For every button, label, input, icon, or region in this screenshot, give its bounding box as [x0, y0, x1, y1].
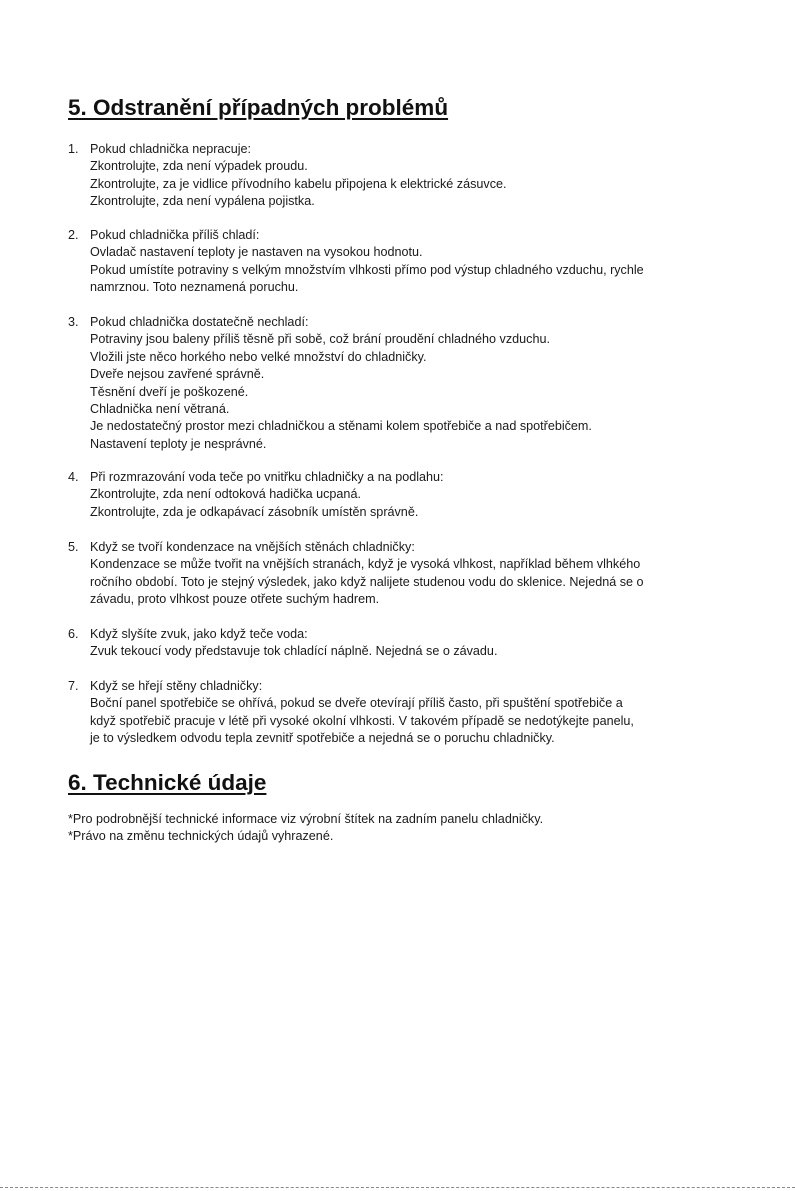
item-line: Kondenzace se může tvořit na vnějších stranách, když je vysoká vlhkost, například během vlhkého [90, 557, 641, 572]
item-line: Vložili jste něco horkého nebo velké množství do chladničky. [90, 349, 427, 364]
problem-item-3 [68, 314, 728, 453]
item-line: Pokud umístíte potraviny s velkým množstvím vlhkosti přímo pod výstup chladného vzduchu, rychle [90, 262, 644, 277]
item-heading: Když se tvoří kondenzace na vnějších stěnách chladničky: [90, 540, 415, 554]
item-line: Je nedostatečný prostor mezi chladničkou a stěnami kolem spotřebiče a nad spotřebičem. [90, 419, 592, 434]
item-heading: Pokud chladnička nepracuje: [90, 142, 252, 156]
item-line: Boční panel spotřebiče se ohřívá, pokud se dveře otevírají příliš často, při spuštění spotřebiče a [90, 696, 623, 711]
item-heading: Pokud chladnička příliš chladí: [90, 228, 260, 242]
item-line: namrznou. Toto neznamená poruchu. [90, 280, 299, 295]
item-line: Dveře nejsou zavřené správně. [90, 367, 265, 382]
item-heading: Pokud chladnička dostatečně nechladí: [90, 315, 309, 329]
item-line: Zkontrolujte, zda není vypálena pojistka. [90, 194, 315, 209]
technical-note: *Pro podrobnější technické informace viz výrobní štítek na zadním panelu chladničky. [68, 812, 544, 826]
item-number: 6. [68, 627, 79, 641]
section-6-title: 6. Technické údaje [68, 770, 267, 795]
item-line: je to výsledkem odvodu tepla zevnitř spotřebiče a nejedná se o poruchu chladničky. [90, 731, 555, 746]
item-line: ročního období. Toto je stejný výsledek, jako když nalijete studenou vodu do sklenice. Nejedná se o [90, 574, 644, 589]
item-line: Potraviny jsou baleny příliš těsně při sobě, což brání proudění chladného vzduchu. [90, 332, 550, 347]
item-heading: Když se hřejí stěny chladničky: [90, 679, 263, 693]
item-heading: Když slyšíte zvuk, jako když teče voda: [90, 627, 308, 641]
problem-item-7 [68, 678, 728, 748]
section-5-title: 5. Odstranění případných problémů [68, 95, 449, 120]
item-number: 2. [68, 228, 79, 242]
item-line: Zkontrolujte, za je vidlice přívodního kabelu připojena k elektrické zásuvce. [90, 176, 507, 191]
item-number: 1. [68, 142, 79, 156]
item-line: Zkontrolujte, zda je odkapávací zásobník umístěn správně. [90, 504, 419, 519]
item-line: Zkontrolujte, zda není odtoková hadička ucpaná. [90, 487, 361, 502]
item-line: Chladnička není větraná. [90, 402, 230, 417]
problem-item-6 [68, 626, 728, 661]
item-number: 4. [68, 470, 79, 484]
item-line: Nastavení teploty je nesprávné. [90, 436, 267, 451]
item-number: 5. [68, 540, 79, 554]
problem-item-4 [68, 469, 728, 521]
item-heading: Při rozmrazování voda teče po vnitřku chladničky a na podlahu: [90, 470, 444, 484]
problem-item-5 [68, 539, 728, 609]
item-line: závadu, proto vlhkost pouze otřete suchým hadrem. [90, 592, 380, 607]
problem-item-2 [68, 227, 728, 297]
item-number: 7. [68, 679, 79, 693]
problem-item-1 [68, 141, 728, 211]
item-line: Zkontrolujte, zda není výpadek proudu. [90, 159, 308, 174]
item-number: 3. [68, 315, 79, 329]
page-bottom-divider [0, 1187, 795, 1188]
item-line: Zvuk tekoucí vody představuje tok chladící náplně. Nejedná se o závadu. [90, 644, 498, 659]
item-line: když spotřebič pracuje v létě při vysoké okolní vlhkosti. V takovém případě se nedotýkejte panelu, [90, 713, 634, 728]
technical-note: *Právo na změnu technických údajů vyhrazené. [68, 829, 334, 843]
item-line: Ovladač nastavení teploty je nastaven na vysokou hodnotu. [90, 245, 423, 260]
item-line: Těsnění dveří je poškozené. [90, 384, 249, 399]
